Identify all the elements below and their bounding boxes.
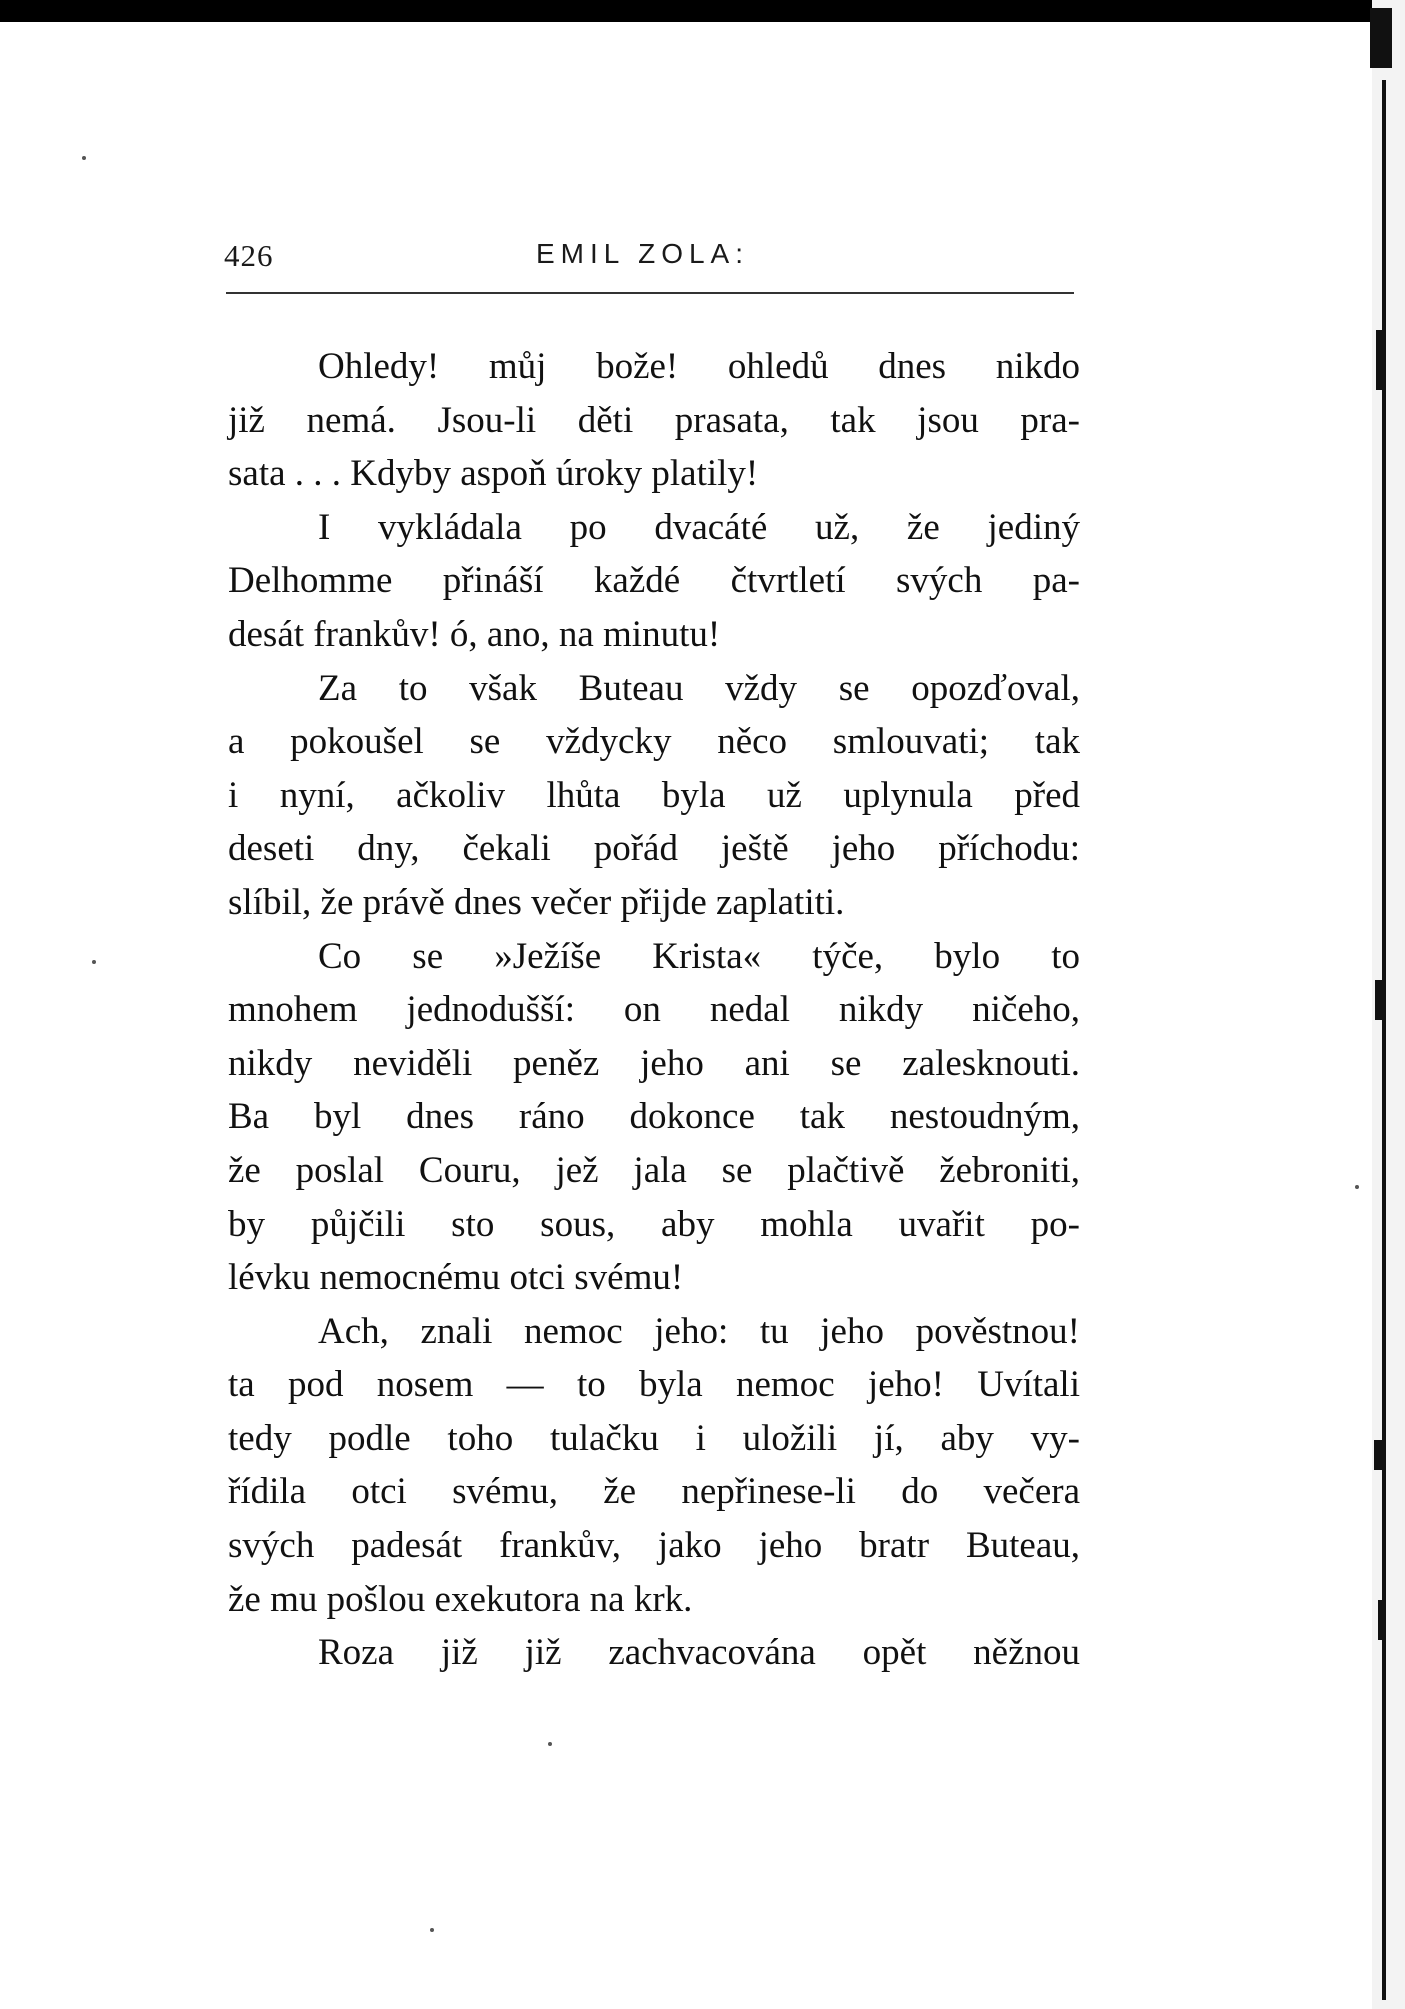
scan-edge-mark [1375,980,1383,1020]
text-line: a pokoušel se vždycky něco smlouvati; tak [228,721,1080,763]
page-number: 426 [224,238,274,273]
text-line: Ba byl dnes ráno dokonce tak nestoudným, [228,1096,1080,1138]
text-line: desát frankův! ó, ano, na minutu! [228,613,721,655]
scan-speck [548,1742,552,1746]
text-line: Co se »Ježíše Krista« týče, bylo to [318,935,1080,977]
text-line: I vykládala po dvacáté už, že jediný [318,506,1080,548]
text-line: Roza již již zachvacována opět něžnou [318,1632,1080,1674]
running-head-title: EMIL ZOLA: [536,238,750,269]
text-line: nikdy neviděli peněz jeho ani se zalesknouti. [228,1042,1080,1084]
text-line: Ohledy! můj bože! ohledů dnes nikdo [318,346,1080,387]
text-line: Delhomme přináší každé čtvrtletí svých pa- [228,560,1080,602]
text-line: tedy podle toho tulačku i uložili jí, aby vy- [228,1417,1080,1459]
header-rule [226,292,1074,294]
text-line: deseti dny, čekali pořád ještě jeho příchodu: [228,828,1080,870]
text-line: i nyní, ačkoliv lhůta byla už uplynula před [228,774,1080,816]
scan-edge-mark [1374,1440,1383,1470]
text-line: sata . . . Kdyby aspoň úroky platily! [228,453,759,495]
text-line: řídila otci svému, že nepřinese-li do večera [228,1471,1080,1513]
text-line: slíbil, že právě dnes večer přijde zaplatiti. [228,881,845,923]
body-text [228,340,1080,1680]
scan-edge-mark [1376,330,1382,390]
text-line: že mu pošlou exekutora na krk. [228,1578,693,1620]
scan-speck [430,1928,434,1932]
text-line: Ach, znali nemoc jeho: tu jeho pověstnou! [318,1310,1080,1352]
text-line: že poslal Couru, jež jala se plačtivě žebroniti, [228,1149,1080,1191]
text-line: již nemá. Jsou-li děti prasata, tak jsou pra- [228,399,1080,441]
scan-speck [82,156,86,160]
text-line: Za to však Buteau vždy se opozďoval, [318,667,1080,709]
scan-speck [92,960,96,964]
scan-speck [1355,1185,1359,1189]
scan-edge-line [1382,80,1386,2000]
running-head [224,234,1072,294]
text-line: lévku nemocnému otci svému! [228,1257,684,1299]
scan-edge-mark [1370,8,1392,68]
text-line: svých padesát frankův, jako jeho bratr Buteau, [228,1525,1080,1567]
text-line: by půjčili sto sous, aby mohla uvařit po- [228,1203,1080,1245]
text-line: ta pod nosem — to byla nemoc jeho! Uvítali [228,1364,1080,1406]
text-line: mnohem jednodušší: on nedal nikdy ničeho, [228,989,1080,1031]
scan-edge-mark [1378,1600,1384,1640]
